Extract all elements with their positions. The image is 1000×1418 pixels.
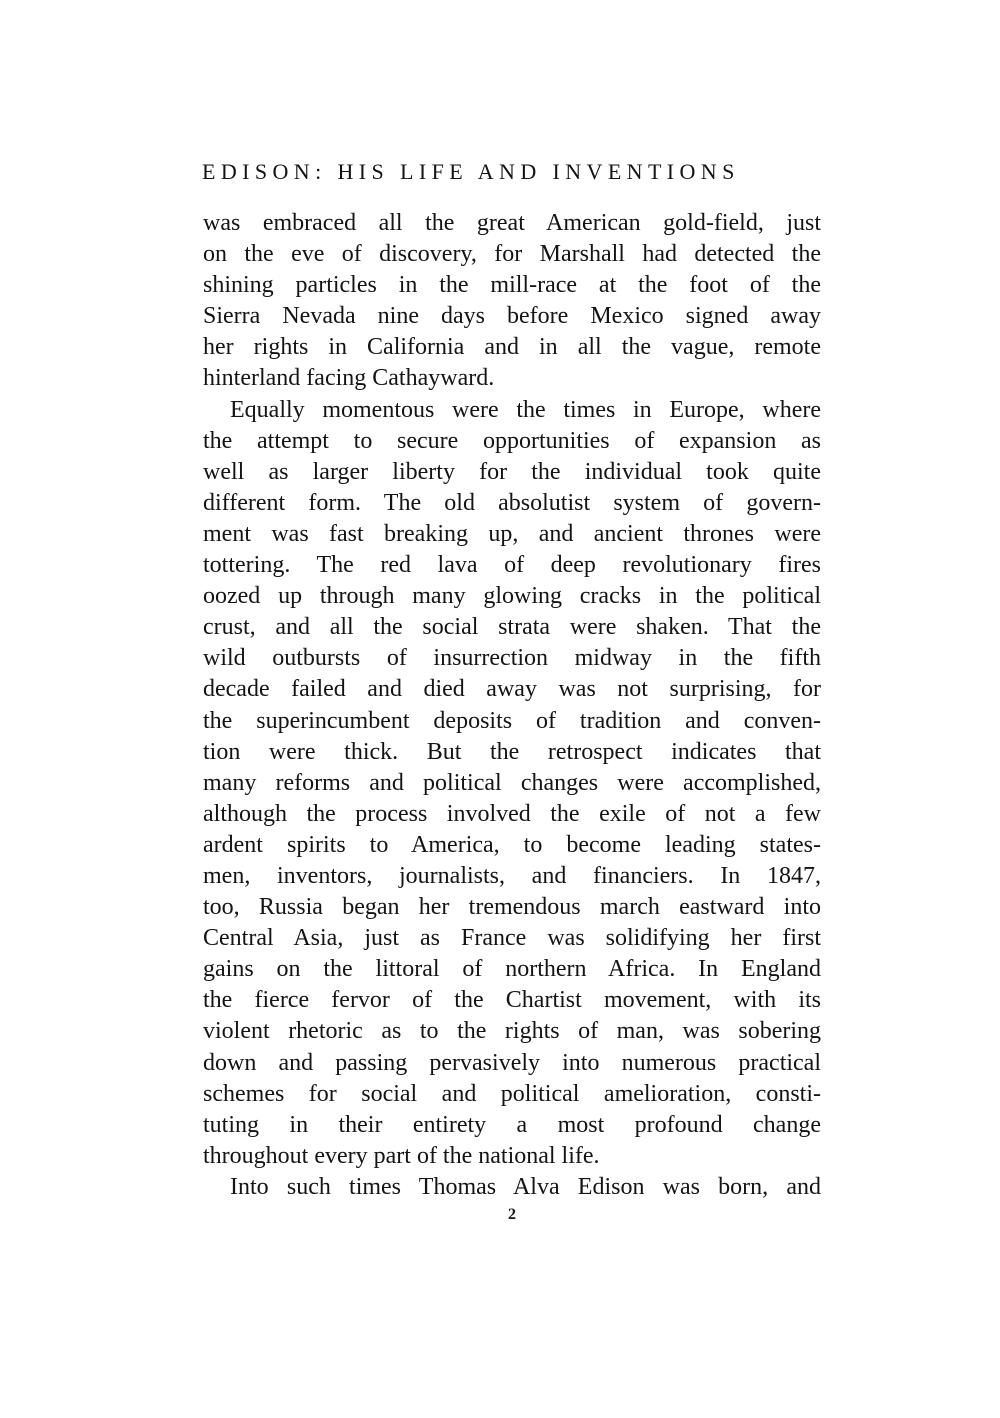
text-line: wild outbursts of insurrection midway in the fifth (203, 645, 821, 672)
text-line: although the process involved the exile of not a few (203, 800, 821, 827)
text-line: Into such times Thomas Alva Edison was born, and (230, 1173, 821, 1200)
text-line: the attempt to secure opportunities of expansion as (203, 427, 821, 454)
paragraph (203, 208, 821, 395)
text-line: tottering. The red lava of deep revolutionary fires (203, 552, 821, 579)
page-number: 2 (508, 1206, 516, 1223)
text-line: violent rhetoric as to the rights of man, was sobering (203, 1018, 821, 1045)
text-line: the fierce fervor of the Chartist movement, with its (203, 987, 821, 1014)
text-line: men, inventors, journalists, and financiers. In 1847, (203, 862, 821, 889)
text-line: schemes for social and political amelioration, consti- (203, 1080, 821, 1107)
body-text (203, 208, 821, 1203)
text-line: tion were thick. But the retrospect indicates that (203, 738, 821, 765)
text-line: hinterland facing Cathayward. (203, 365, 495, 392)
text-line: Sierra Nevada nine days before Mexico signed away (203, 303, 821, 330)
text-line: shining particles in the mill-race at the foot of the (203, 272, 821, 299)
text-line: ardent spirits to America, to become leading states- (203, 831, 821, 858)
text-line: Equally momentous were the times in Europe, where (230, 396, 821, 423)
paragraph (203, 395, 821, 1172)
running-head: EDISON: HIS LIFE AND INVENTIONS (202, 159, 740, 184)
text-line: well as larger liberty for the individual took quite (203, 458, 821, 485)
text-line: crust, and all the social strata were shaken. That the (203, 614, 821, 641)
text-line: throughout every part of the national life. (203, 1142, 600, 1169)
text-line: too, Russia began her tremendous march eastward into (203, 894, 821, 921)
text-line: decade failed and died away was not surprising, for (203, 676, 821, 703)
paragraph (203, 1172, 821, 1203)
text-line: tuting in their entirety a most profound change (203, 1111, 821, 1138)
text-line: many reforms and political changes were accomplished, (203, 769, 821, 796)
text-line: on the eve of discovery, for Marshall had detected the (203, 241, 821, 268)
text-line: different form. The old absolutist system of govern- (203, 489, 821, 516)
text-line: ment was fast breaking up, and ancient thrones were (203, 520, 821, 547)
text-line: her rights in California and in all the vague, remote (203, 334, 821, 361)
text-line: oozed up through many glowing cracks in the political (203, 583, 821, 610)
text-line: Central Asia, just as France was solidifying her first (203, 925, 821, 952)
text-line: down and passing pervasively into numerous practical (203, 1049, 821, 1076)
text-line: was embraced all the great American gold-field, just (203, 210, 821, 236)
text-line: gains on the littoral of northern Africa. In England (203, 956, 821, 983)
text-line: the superincumbent deposits of tradition and conven- (203, 707, 821, 734)
